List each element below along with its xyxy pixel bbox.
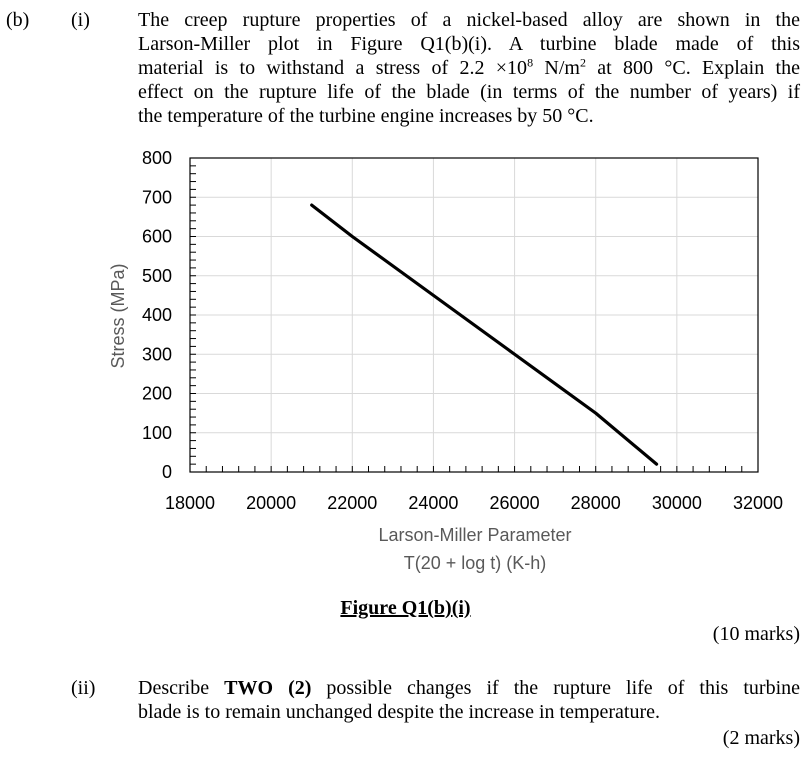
sub-ii-line-2: blade is to remain unchanged despite the increase in temperature.	[138, 701, 661, 723]
sub-i-line-3	[138, 56, 800, 80]
y-tick-label: 500	[141, 265, 172, 286]
sub-i-line3-end: at 800 °C. Explain the	[585, 57, 800, 79]
y-tick-labels	[142, 148, 172, 482]
x-axis-label-line-1: Larson-Miller Parameter	[378, 525, 572, 545]
x-axis-label-line-2: T(20 + log t) (K-h)	[403, 553, 547, 573]
grid-horizontal	[190, 158, 758, 472]
sub-ii-text	[138, 676, 800, 724]
x-tick-label: 18000	[164, 493, 216, 513]
y-tick-label: 100	[141, 422, 172, 443]
part-label: (b)	[6, 9, 30, 31]
sub-ii-label: (ii)	[71, 677, 96, 699]
x-tick-label: 26000	[489, 493, 540, 513]
x-tick-label: 32000	[732, 493, 784, 513]
sub-i-line: effect on the rupture life of the blade (in terms of the number of years) if	[138, 81, 800, 103]
y-tick-label: 800	[141, 148, 172, 168]
y-tick-label: 700	[141, 187, 172, 208]
y-tick-label: 300	[141, 344, 172, 365]
y-tick-label: 0	[161, 462, 172, 482]
sub-i-line: the temperature of the turbine engine increases by 50 °C.	[138, 105, 594, 127]
series-line	[312, 205, 657, 464]
sub-i-line: Larson-Miller plot in Figure Q1(b)(i). A turbine blade made of this	[138, 33, 800, 55]
marks-ii: (2 marks)	[722, 727, 800, 749]
y-tick-label: 600	[141, 226, 172, 247]
marks-i: (10 marks)	[712, 623, 800, 645]
exponent: 2	[579, 55, 586, 70]
unit: N/m	[533, 57, 580, 79]
y-tick-label: 400	[141, 305, 172, 325]
sub-i-label: (i)	[71, 9, 90, 31]
figure-caption: Figure Q1(b)(i)	[340, 597, 471, 619]
sub-i-line3-start: material is to withstand a stress of 2.2 ×10	[138, 57, 528, 79]
x-tick-label: 22000	[327, 493, 378, 513]
sub-ii-rest: possible changes if the rupture life of this turbine	[311, 677, 801, 699]
y-axis-label: Stress (MPa)	[108, 263, 128, 369]
exponent: 8	[527, 55, 534, 70]
larson-miller-chart	[0, 140, 811, 580]
sub-i-text	[138, 8, 800, 128]
sub-i-line: The creep rupture properties of a nickel-based alloy are shown in the	[138, 9, 800, 31]
x-tick-label: 28000	[570, 493, 621, 513]
x-tick-labels	[165, 493, 783, 513]
sub-ii-line-1	[138, 676, 800, 700]
y-tick-label: 200	[141, 383, 172, 404]
x-tick-label: 24000	[408, 493, 459, 513]
x-tick-label: 30000	[651, 493, 702, 513]
sub-ii-bold: TWO (2)	[224, 677, 312, 699]
x-tick-label: 20000	[246, 493, 297, 513]
sub-ii-pre: Describe	[138, 677, 225, 699]
